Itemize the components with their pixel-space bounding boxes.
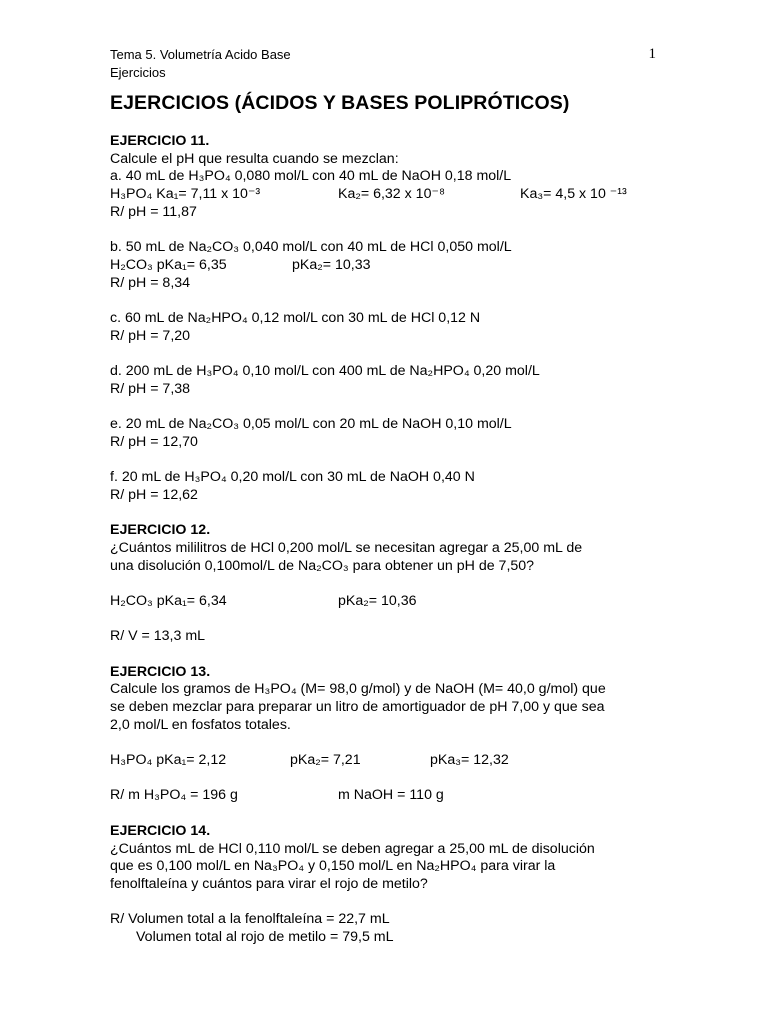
- exercise-12-line: ¿Cuántos mililitros de HCl 0,200 mol/L se necesitan agregar a 25,00 mL de: [110, 539, 583, 556]
- exercise-11-intro: Calcule el pH que resulta cuando se mezclan:: [110, 150, 399, 167]
- exercise-14-line: que es 0,100 mol/L en Na₃PO₄ y 0,150 mol/L en Na₂HPO₄ para virar la: [110, 858, 556, 875]
- exercise-12-heading: EJERCICIO 12.: [110, 522, 211, 539]
- exercise-11f-answer: R/ pH = 12,62: [110, 486, 198, 503]
- ka2-value: Ka₂= 6,32 x 10⁻⁸: [338, 186, 445, 203]
- exercise-13-line: se deben mezclar para preparar un litro de amortiguador de pH 7,00 y que sea: [110, 699, 605, 715]
- exercise-11a-answer: R/ pH = 11,87: [110, 203, 197, 220]
- exercise-13-line: 2,0 mol/L en fosfatos totales.: [110, 716, 291, 733]
- pka1-value: H₂CO₃ pKa₁= 6,34: [110, 592, 227, 609]
- exercise-14-heading: EJERCICIO 14.: [110, 822, 211, 839]
- exercise-11b-statement: b. 50 mL de Na₂CO₃ 0,040 mol/L con 40 mL de HCl 0,050 mol/L: [110, 239, 512, 256]
- pka2-value: pKa₂= 7,21: [290, 752, 361, 769]
- exercise-14-answer: Volumen total al rojo de metilo = 79,5 mL: [136, 928, 394, 945]
- exercise-11a-statement: a. 40 mL de H₃PO₄ 0,080 mol/L con 40 mL de NaOH 0,18 mol/L: [110, 168, 512, 185]
- answer-h3po4-mass: R/ m H₃PO₄ = 196 g: [110, 787, 238, 804]
- pka1-value: H₂CO₃ pKa₁= 6,35: [110, 256, 227, 273]
- exercise-14-line: ¿Cuántos mL de HCl 0,110 mol/L se deben agregar a 25,00 mL de disolución: [110, 840, 595, 857]
- exercise-13-heading: EJERCICIO 13.: [110, 663, 211, 680]
- exercise-12-answer: R/ V = 13,3 mL: [110, 628, 206, 645]
- exercise-14-answer: R/ Volumen total a la fenolftaleína = 22,7 mL: [110, 911, 390, 928]
- exercise-14-line: fenolftaleína y cuántos para virar el rojo de metilo?: [110, 875, 428, 892]
- exercise-13-line: Calcule los gramos de H₃PO₄ (M= 98,0 g/mol) y de NaOH (M= 40,0 g/mol) que: [110, 681, 606, 698]
- ka1-value: H₃PO₄ Ka₁= 7,11 x 10⁻³: [110, 186, 261, 203]
- exercise-11b-constants: [110, 257, 670, 275]
- exercise-11e-answer: R/ pH = 12,70: [110, 433, 198, 450]
- exercise-11a-constants: [110, 186, 670, 204]
- page-number: 1: [648, 46, 656, 62]
- pka3-value: pKa₃= 12,32: [430, 752, 509, 769]
- pka1-value: H₃PO₄ pKa₁= 2,12: [110, 752, 227, 769]
- answer-naoh-mass: m NaOH = 110 g: [338, 787, 444, 804]
- exercise-11c-statement: c. 60 mL de Na₂HPO₄ 0,12 mol/L con 30 mL de HCl 0,12 N: [110, 309, 481, 326]
- exercise-11c-answer: R/ pH = 7,20: [110, 327, 191, 344]
- ka3-value: Ka₃= 4,5 x 10 ⁻¹³: [520, 186, 627, 203]
- exercise-12-line: una disolución 0,100mol/L de Na₂CO₃ para obtener un pH de 7,50?: [110, 557, 535, 574]
- exercise-11f-statement: f. 20 mL de H₃PO₄ 0,20 mol/L con 30 mL de NaOH 0,40 N: [110, 469, 475, 486]
- exercise-12-constants: [110, 593, 670, 611]
- header-topic: Tema 5. Volumetría Acido Base: [110, 47, 291, 62]
- page-title: EJERCICIOS (ÁCIDOS Y BASES POLIPRÓTICOS): [110, 92, 570, 114]
- exercise-11-heading: EJERCICIO 11.: [110, 133, 210, 149]
- pka2-value: pKa₂= 10,36: [338, 592, 417, 609]
- pka2-value: pKa₂= 10,33: [292, 256, 371, 273]
- exercise-list: [110, 133, 670, 947]
- exercise-11d-statement: d. 200 mL de H₃PO₄ 0,10 mol/L con 400 mL de Na₂HPO₄ 0,20 mol/L: [110, 362, 540, 379]
- header-subtitle: Ejercicios: [110, 65, 166, 80]
- exercise-13-answer: [110, 787, 670, 805]
- exercise-11d-answer: R/ pH = 7,38: [110, 380, 191, 397]
- exercise-11e-statement: e. 20 mL de Na₂CO₃ 0,05 mol/L con 20 mL de NaOH 0,10 mol/L: [110, 416, 512, 432]
- exercise-13-constants: [110, 752, 670, 770]
- exercise-11b-answer: R/ pH = 8,34: [110, 274, 191, 291]
